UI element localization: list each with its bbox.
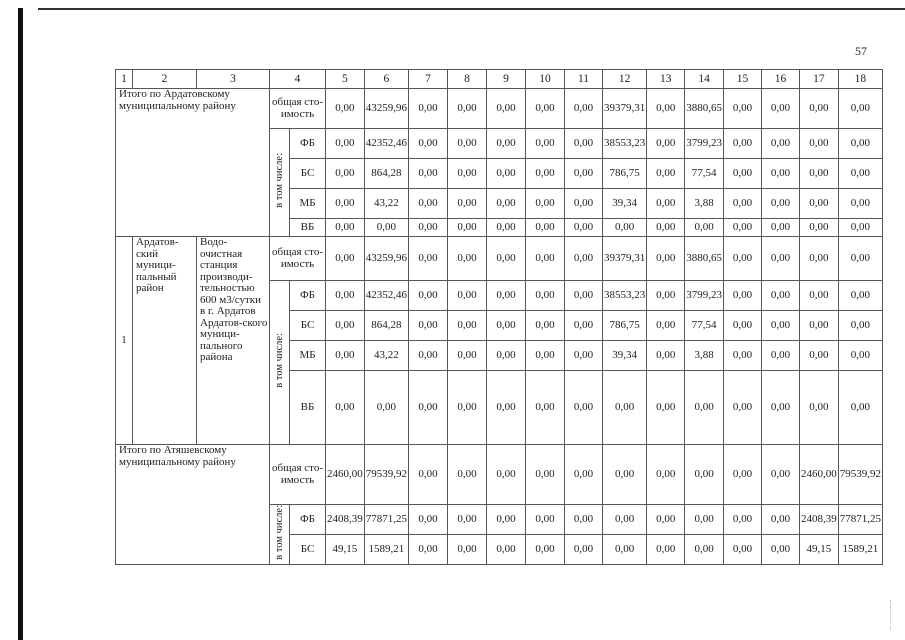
value-cell: 0,00 bbox=[647, 341, 685, 371]
value-cell: 0,00 bbox=[647, 219, 685, 237]
value-cell: 0,00 bbox=[565, 311, 603, 341]
value-cell: 0,00 bbox=[762, 159, 800, 189]
value-cell: 0,00 bbox=[487, 219, 526, 237]
value-cell: 0,00 bbox=[448, 89, 487, 129]
value-cell: 3880,65 bbox=[685, 237, 724, 281]
value-cell: 0,00 bbox=[526, 159, 565, 189]
value-cell: 0,00 bbox=[448, 371, 487, 445]
value-cell: 0,00 bbox=[526, 189, 565, 219]
value-cell: 0,00 bbox=[800, 159, 839, 189]
value-cell: 0,00 bbox=[647, 505, 685, 535]
value-cell: 0,00 bbox=[800, 189, 839, 219]
value-cell: 0,00 bbox=[565, 89, 603, 129]
value-cell: 3799,23 bbox=[685, 129, 724, 159]
value-cell: 0,00 bbox=[565, 237, 603, 281]
value-cell: 0,00 bbox=[409, 129, 448, 159]
header-cell: 9 bbox=[487, 70, 526, 89]
value-cell: 79539,92 bbox=[364, 445, 408, 505]
value-cell: 0,00 bbox=[409, 371, 448, 445]
header-cell: 12 bbox=[603, 70, 647, 89]
value-cell: 0,00 bbox=[326, 219, 365, 237]
value-cell: 0,00 bbox=[487, 371, 526, 445]
value-cell: 0,00 bbox=[364, 219, 408, 237]
value-cell: 0,00 bbox=[487, 445, 526, 505]
header-row bbox=[116, 70, 883, 89]
value-cell: 0,00 bbox=[326, 341, 365, 371]
value-cell: 0,00 bbox=[326, 159, 365, 189]
value-cell: 1589,21 bbox=[364, 535, 408, 565]
value-cell: 0,00 bbox=[685, 371, 724, 445]
value-cell: 0,00 bbox=[724, 237, 762, 281]
value-cell: 0,00 bbox=[647, 89, 685, 129]
header-cell: 10 bbox=[526, 70, 565, 89]
value-cell: 0,00 bbox=[487, 189, 526, 219]
value-cell: 49,15 bbox=[800, 535, 839, 565]
value-cell: 0,00 bbox=[448, 237, 487, 281]
header-cell: 4 bbox=[270, 70, 326, 89]
header-cell: 5 bbox=[326, 70, 365, 89]
value-cell: 0,00 bbox=[487, 89, 526, 129]
value-cell: 0,00 bbox=[647, 129, 685, 159]
value-cell: 0,00 bbox=[487, 237, 526, 281]
value-cell: 0,00 bbox=[448, 129, 487, 159]
value-cell: 0,00 bbox=[838, 341, 882, 371]
vertical-label-cell bbox=[270, 129, 290, 237]
value-cell: 0,00 bbox=[838, 371, 882, 445]
value-cell: 0,00 bbox=[724, 445, 762, 505]
row-label: ФБ bbox=[290, 129, 326, 159]
page-bottom-margin bbox=[115, 575, 875, 640]
value-cell: 0,00 bbox=[326, 311, 365, 341]
row-number: 1 bbox=[116, 237, 133, 445]
value-cell: 0,00 bbox=[724, 89, 762, 129]
value-cell: 0,00 bbox=[565, 129, 603, 159]
value-cell: 0,00 bbox=[838, 159, 882, 189]
value-cell: 0,00 bbox=[838, 311, 882, 341]
value-cell: 0,00 bbox=[448, 281, 487, 311]
value-cell: 38553,23 bbox=[603, 281, 647, 311]
row-label: ФБ bbox=[290, 281, 326, 311]
section-title: Итого по Ардатовскому муниципальному району bbox=[116, 89, 270, 237]
value-cell: 0,00 bbox=[526, 311, 565, 341]
header-cell: 7 bbox=[409, 70, 448, 89]
top-rule bbox=[38, 8, 905, 10]
header-cell: 2 bbox=[133, 70, 197, 89]
section-title: Итого по Атяшевскому муниципальному району bbox=[116, 445, 270, 565]
value-cell: 0,00 bbox=[448, 219, 487, 237]
value-cell: 0,00 bbox=[409, 89, 448, 129]
header-cell: 16 bbox=[762, 70, 800, 89]
row-label: общая сто-имость bbox=[270, 237, 326, 281]
value-cell: 39,34 bbox=[603, 189, 647, 219]
value-cell: 0,00 bbox=[762, 219, 800, 237]
value-cell: 0,00 bbox=[526, 371, 565, 445]
value-cell: 77871,25 bbox=[364, 505, 408, 535]
value-cell: 0,00 bbox=[800, 281, 839, 311]
vertical-label-cell bbox=[270, 505, 290, 565]
value-cell: 864,28 bbox=[364, 159, 408, 189]
value-cell: 0,00 bbox=[762, 311, 800, 341]
value-cell: 0,00 bbox=[526, 505, 565, 535]
value-cell: 0,00 bbox=[724, 189, 762, 219]
value-cell: 0,00 bbox=[487, 505, 526, 535]
header-cell: 13 bbox=[647, 70, 685, 89]
value-cell: 0,00 bbox=[603, 535, 647, 565]
header-cell: 18 bbox=[838, 70, 882, 89]
value-cell: 0,00 bbox=[409, 219, 448, 237]
value-cell: 0,00 bbox=[487, 311, 526, 341]
value-cell: 0,00 bbox=[409, 189, 448, 219]
value-cell: 0,00 bbox=[647, 311, 685, 341]
value-cell: 0,00 bbox=[838, 89, 882, 129]
value-cell: 0,00 bbox=[762, 237, 800, 281]
budget-table bbox=[115, 69, 883, 565]
value-cell: 0,00 bbox=[487, 341, 526, 371]
object-name: Водо-очистная станция производи-тельностью 600 м3/сутки в г. Ардатов Ардатов-ского муници-пального района bbox=[197, 237, 270, 445]
value-cell: 0,00 bbox=[762, 445, 800, 505]
value-cell: 0,00 bbox=[647, 237, 685, 281]
value-cell: 0,00 bbox=[647, 371, 685, 445]
value-cell: 0,00 bbox=[762, 281, 800, 311]
value-cell: 0,00 bbox=[724, 129, 762, 159]
value-cell: 0,00 bbox=[685, 445, 724, 505]
value-cell: 0,00 bbox=[364, 371, 408, 445]
row-label: БС bbox=[290, 311, 326, 341]
value-cell: 0,00 bbox=[526, 89, 565, 129]
row-label: ФБ bbox=[290, 505, 326, 535]
value-cell: 1589,21 bbox=[838, 535, 882, 565]
value-cell: 39,34 bbox=[603, 341, 647, 371]
value-cell: 0,00 bbox=[647, 189, 685, 219]
value-cell: 0,00 bbox=[762, 89, 800, 129]
value-cell: 0,00 bbox=[603, 445, 647, 505]
value-cell: 0,00 bbox=[762, 189, 800, 219]
value-cell: 49,15 bbox=[326, 535, 365, 565]
value-cell: 0,00 bbox=[647, 159, 685, 189]
value-cell: 0,00 bbox=[565, 371, 603, 445]
row-label: ВБ bbox=[290, 219, 326, 237]
value-cell: 0,00 bbox=[448, 535, 487, 565]
value-cell: 0,00 bbox=[448, 341, 487, 371]
value-cell: 2408,39 bbox=[326, 505, 365, 535]
value-cell: 0,00 bbox=[724, 371, 762, 445]
value-cell: 0,00 bbox=[724, 159, 762, 189]
value-cell: 0,00 bbox=[724, 281, 762, 311]
value-cell: 0,00 bbox=[326, 129, 365, 159]
value-cell: 786,75 bbox=[603, 159, 647, 189]
value-cell: 0,00 bbox=[838, 219, 882, 237]
value-cell: 0,00 bbox=[647, 281, 685, 311]
value-cell: 0,00 bbox=[565, 281, 603, 311]
value-cell: 864,28 bbox=[364, 311, 408, 341]
value-cell: 0,00 bbox=[409, 159, 448, 189]
header-cell: 11 bbox=[565, 70, 603, 89]
row-label: общая сто-имость bbox=[270, 89, 326, 129]
value-cell: 0,00 bbox=[685, 535, 724, 565]
table-row bbox=[116, 89, 883, 129]
value-cell: 0,00 bbox=[326, 89, 365, 129]
value-cell: 0,00 bbox=[685, 219, 724, 237]
value-cell: 0,00 bbox=[603, 219, 647, 237]
header-cell: 3 bbox=[197, 70, 270, 89]
value-cell: 0,00 bbox=[326, 371, 365, 445]
value-cell: 43,22 bbox=[364, 341, 408, 371]
value-cell: 0,00 bbox=[800, 311, 839, 341]
value-cell: 38553,23 bbox=[603, 129, 647, 159]
value-cell: 0,00 bbox=[487, 159, 526, 189]
value-cell: 0,00 bbox=[800, 237, 839, 281]
value-cell: 2408,39 bbox=[800, 505, 839, 535]
value-cell: 0,00 bbox=[724, 311, 762, 341]
value-cell: 0,00 bbox=[526, 129, 565, 159]
value-cell: 77871,25 bbox=[838, 505, 882, 535]
row-label: МБ bbox=[290, 189, 326, 219]
value-cell: 0,00 bbox=[762, 129, 800, 159]
value-cell: 0,00 bbox=[526, 341, 565, 371]
value-cell: 0,00 bbox=[565, 341, 603, 371]
header-cell: 1 bbox=[116, 70, 133, 89]
value-cell: 0,00 bbox=[762, 505, 800, 535]
value-cell: 0,00 bbox=[409, 237, 448, 281]
value-cell: 0,00 bbox=[409, 535, 448, 565]
value-cell: 43,22 bbox=[364, 189, 408, 219]
value-cell: 0,00 bbox=[724, 535, 762, 565]
value-cell: 39379,31 bbox=[603, 89, 647, 129]
value-cell: 0,00 bbox=[565, 159, 603, 189]
value-cell: 42352,46 bbox=[364, 129, 408, 159]
header-cell: 6 bbox=[364, 70, 408, 89]
header-cell: 8 bbox=[448, 70, 487, 89]
page-number: 57 bbox=[855, 44, 867, 58]
value-cell: 0,00 bbox=[603, 371, 647, 445]
value-cell: 0,00 bbox=[409, 281, 448, 311]
value-cell: 77,54 bbox=[685, 311, 724, 341]
value-cell: 0,00 bbox=[565, 219, 603, 237]
page-edge-bar bbox=[18, 8, 23, 640]
value-cell: 0,00 bbox=[326, 237, 365, 281]
value-cell: 0,00 bbox=[762, 535, 800, 565]
value-cell: 0,00 bbox=[603, 505, 647, 535]
vertical-label: в том числе: bbox=[273, 153, 285, 209]
value-cell: 3799,23 bbox=[685, 281, 724, 311]
value-cell: 0,00 bbox=[326, 281, 365, 311]
value-cell: 0,00 bbox=[800, 89, 839, 129]
value-cell: 79539,92 bbox=[838, 445, 882, 505]
value-cell: 0,00 bbox=[838, 189, 882, 219]
value-cell: 3880,65 bbox=[685, 89, 724, 129]
value-cell: 42352,46 bbox=[364, 281, 408, 311]
table-row bbox=[116, 445, 883, 505]
value-cell: 0,00 bbox=[448, 445, 487, 505]
value-cell: 786,75 bbox=[603, 311, 647, 341]
value-cell: 0,00 bbox=[838, 281, 882, 311]
margin-marks bbox=[890, 600, 893, 630]
value-cell: 0,00 bbox=[565, 189, 603, 219]
value-cell: 0,00 bbox=[487, 281, 526, 311]
row-label: ВБ bbox=[290, 371, 326, 445]
value-cell: 0,00 bbox=[724, 219, 762, 237]
value-cell: 0,00 bbox=[487, 129, 526, 159]
value-cell: 0,00 bbox=[409, 445, 448, 505]
value-cell: 0,00 bbox=[409, 505, 448, 535]
value-cell: 0,00 bbox=[526, 281, 565, 311]
vertical-label: в том числе: bbox=[273, 505, 285, 561]
row-label: БС bbox=[290, 535, 326, 565]
value-cell: 77,54 bbox=[685, 159, 724, 189]
value-cell: 0,00 bbox=[724, 505, 762, 535]
value-cell: 0,00 bbox=[487, 535, 526, 565]
value-cell: 0,00 bbox=[800, 129, 839, 159]
value-cell: 0,00 bbox=[526, 445, 565, 505]
header-cell: 17 bbox=[800, 70, 839, 89]
row-label: БС bbox=[290, 159, 326, 189]
district-name: Ардатов-ский муници-пальный район bbox=[133, 237, 197, 445]
value-cell: 0,00 bbox=[762, 341, 800, 371]
value-cell: 0,00 bbox=[800, 219, 839, 237]
header-cell: 15 bbox=[724, 70, 762, 89]
row-label: общая сто-имость bbox=[270, 445, 326, 505]
value-cell: 0,00 bbox=[762, 371, 800, 445]
value-cell: 0,00 bbox=[685, 505, 724, 535]
value-cell: 0,00 bbox=[409, 311, 448, 341]
table-row bbox=[116, 237, 883, 281]
value-cell: 3,88 bbox=[685, 341, 724, 371]
value-cell: 0,00 bbox=[647, 445, 685, 505]
value-cell: 0,00 bbox=[409, 341, 448, 371]
value-cell: 0,00 bbox=[565, 535, 603, 565]
value-cell: 43259,96 bbox=[364, 237, 408, 281]
value-cell: 0,00 bbox=[526, 535, 565, 565]
value-cell: 0,00 bbox=[326, 189, 365, 219]
value-cell: 39379,31 bbox=[603, 237, 647, 281]
value-cell: 0,00 bbox=[838, 237, 882, 281]
value-cell: 0,00 bbox=[800, 341, 839, 371]
header-cell: 14 bbox=[685, 70, 724, 89]
vertical-label: в том числе: bbox=[273, 333, 285, 389]
row-label: МБ bbox=[290, 341, 326, 371]
value-cell: 0,00 bbox=[448, 159, 487, 189]
value-cell: 0,00 bbox=[647, 535, 685, 565]
value-cell: 0,00 bbox=[448, 189, 487, 219]
value-cell: 0,00 bbox=[724, 341, 762, 371]
value-cell: 2460,00 bbox=[800, 445, 839, 505]
value-cell: 0,00 bbox=[448, 505, 487, 535]
value-cell: 0,00 bbox=[448, 311, 487, 341]
value-cell: 43259,96 bbox=[364, 89, 408, 129]
vertical-label-cell bbox=[270, 281, 290, 445]
value-cell: 0,00 bbox=[838, 129, 882, 159]
value-cell: 0,00 bbox=[526, 219, 565, 237]
value-cell: 2460,00 bbox=[326, 445, 365, 505]
value-cell: 0,00 bbox=[526, 237, 565, 281]
value-cell: 3,88 bbox=[685, 189, 724, 219]
value-cell: 0,00 bbox=[565, 505, 603, 535]
value-cell: 0,00 bbox=[800, 371, 839, 445]
value-cell: 0,00 bbox=[565, 445, 603, 505]
